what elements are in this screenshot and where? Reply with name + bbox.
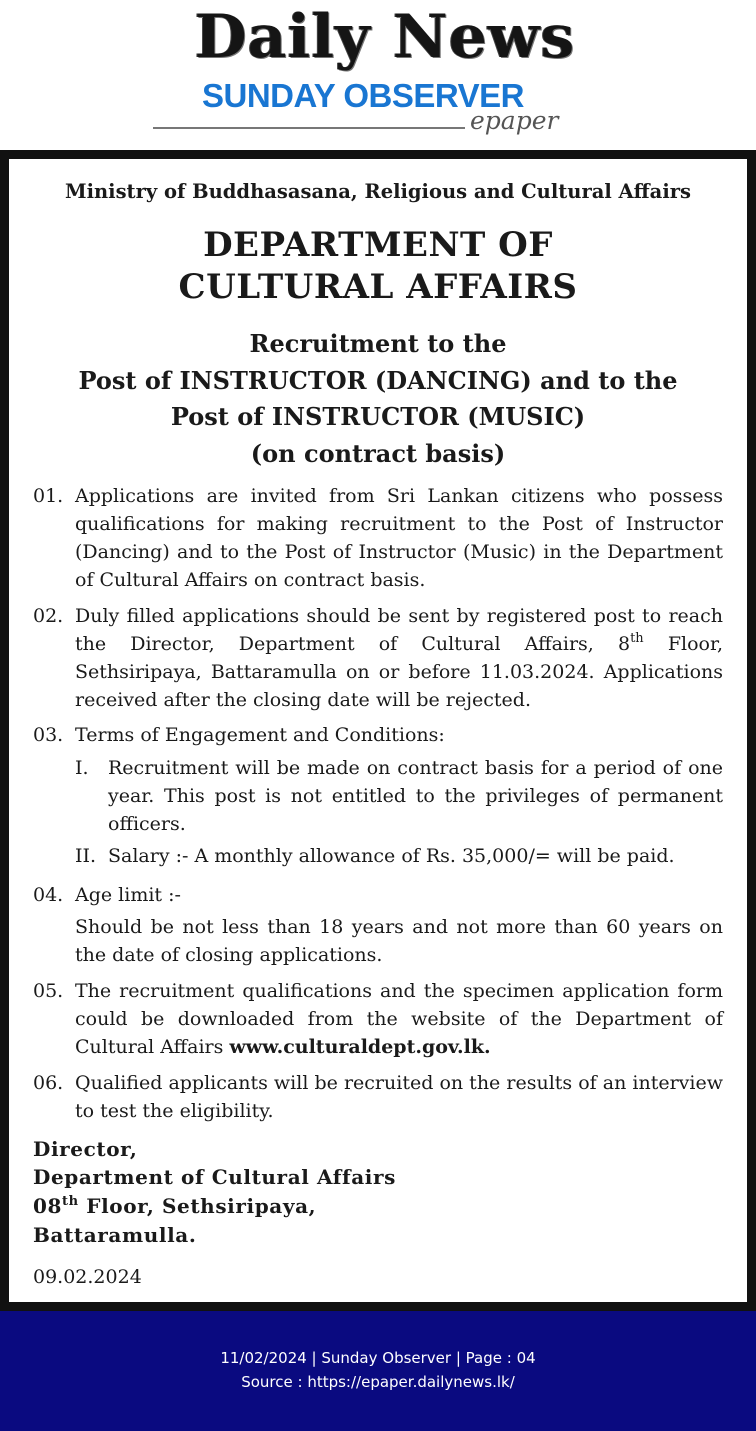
website-link[interactable]: www.culturaldept.gov.lk. [229,1036,491,1058]
clause-text: Applications are invited from Sri Lankan citizens who possess qualifications for making recruitment to the Post of Instructor (Dancing) and to the Post of Instructor (Music) in the Department of Cultural Affairs on contract basis. [75,485,723,591]
recruitment-title-line: (on contract basis) [250,438,506,468]
notice-date: 09.02.2024 [33,1266,142,1288]
signature-title: Director, [33,1137,138,1161]
clause-number: 01. [33,485,64,507]
department-title [0,224,756,308]
department-title-line: CULTURAL AFFAIRS [178,267,578,307]
signature-city: Battaramulla. [33,1223,197,1247]
clause-number: 05. [33,980,64,1002]
sunday-observer-logo: SUNDAY OBSERVER [201,77,524,114]
subclause-text: Salary :- A monthly allowance of Rs. 35,000/= will be paid. [108,845,675,867]
footer-bar [0,1311,756,1431]
recruitment-title-line: Recruitment to the [249,329,507,358]
department-title-line: DEPARTMENT OF [203,225,553,265]
daily-news-logo: Daily News [194,2,576,72]
clause-text [75,977,723,1061]
clause-number: 04. [33,884,64,906]
recruitment-title [0,326,756,472]
address-text: Floor, Sethsiripaya, [78,1194,317,1218]
clause-text: Qualified applicants will be recruited on the results of an interview to test the eligibility. [75,1072,723,1122]
footer-publication-info: 11/02/2024 | Sunday Observer | Page : 04 [220,1349,536,1367]
clause-text-part: The recruitment qualifications and the specimen application form could be downloaded from the website of the Department of Cultural Affairs [75,980,723,1058]
epaper-tag: epaper [470,106,559,135]
signature-department: Department of Cultural Affairs [33,1165,396,1189]
clause-number: 02. [33,605,64,627]
ordinal-suffix: th [630,631,644,646]
logo-divider [153,127,465,129]
clause-detail-text: Should be not less than 18 years and not more than 60 years on the date of closing applications. [75,916,723,966]
clause-text-part: Floor, Sethsiripaya, Battaramulla on or before 11.03.2024. Applications received after the closing date will be rejected. [75,633,723,711]
clause-text-part: Duly filled applications should be sent by registered post to reach the Director, Department of Cultural Affairs, 8 [75,605,723,655]
subclause-text: Recruitment will be made on contract basis for a period of one year. This post is not entitled to the privileges of permanent officers. [108,757,723,835]
subclause-number: II. [75,845,97,867]
clause-number: 03. [33,724,64,746]
floor-number: 08 [33,1194,63,1218]
footer-source-link[interactable]: Source : https://epaper.dailynews.lk/ [241,1373,515,1391]
ministry-heading: Ministry of Buddhasasana, Religious and Cultural Affairs [65,180,691,203]
subclause-number: I. [75,757,89,779]
recruitment-title-line: Post of INSTRUCTOR (MUSIC) [170,402,586,431]
signature-address [33,1192,316,1221]
clause-text [75,602,723,714]
clause-text: Age limit :- [75,884,181,906]
masthead [0,0,756,148]
clause-number: 06. [33,1072,64,1094]
recruitment-title-line: Post of INSTRUCTOR (DANCING) and to the [78,365,678,395]
ordinal-suffix: th [62,1194,79,1209]
clause-text: Terms of Engagement and Conditions: [75,724,445,746]
